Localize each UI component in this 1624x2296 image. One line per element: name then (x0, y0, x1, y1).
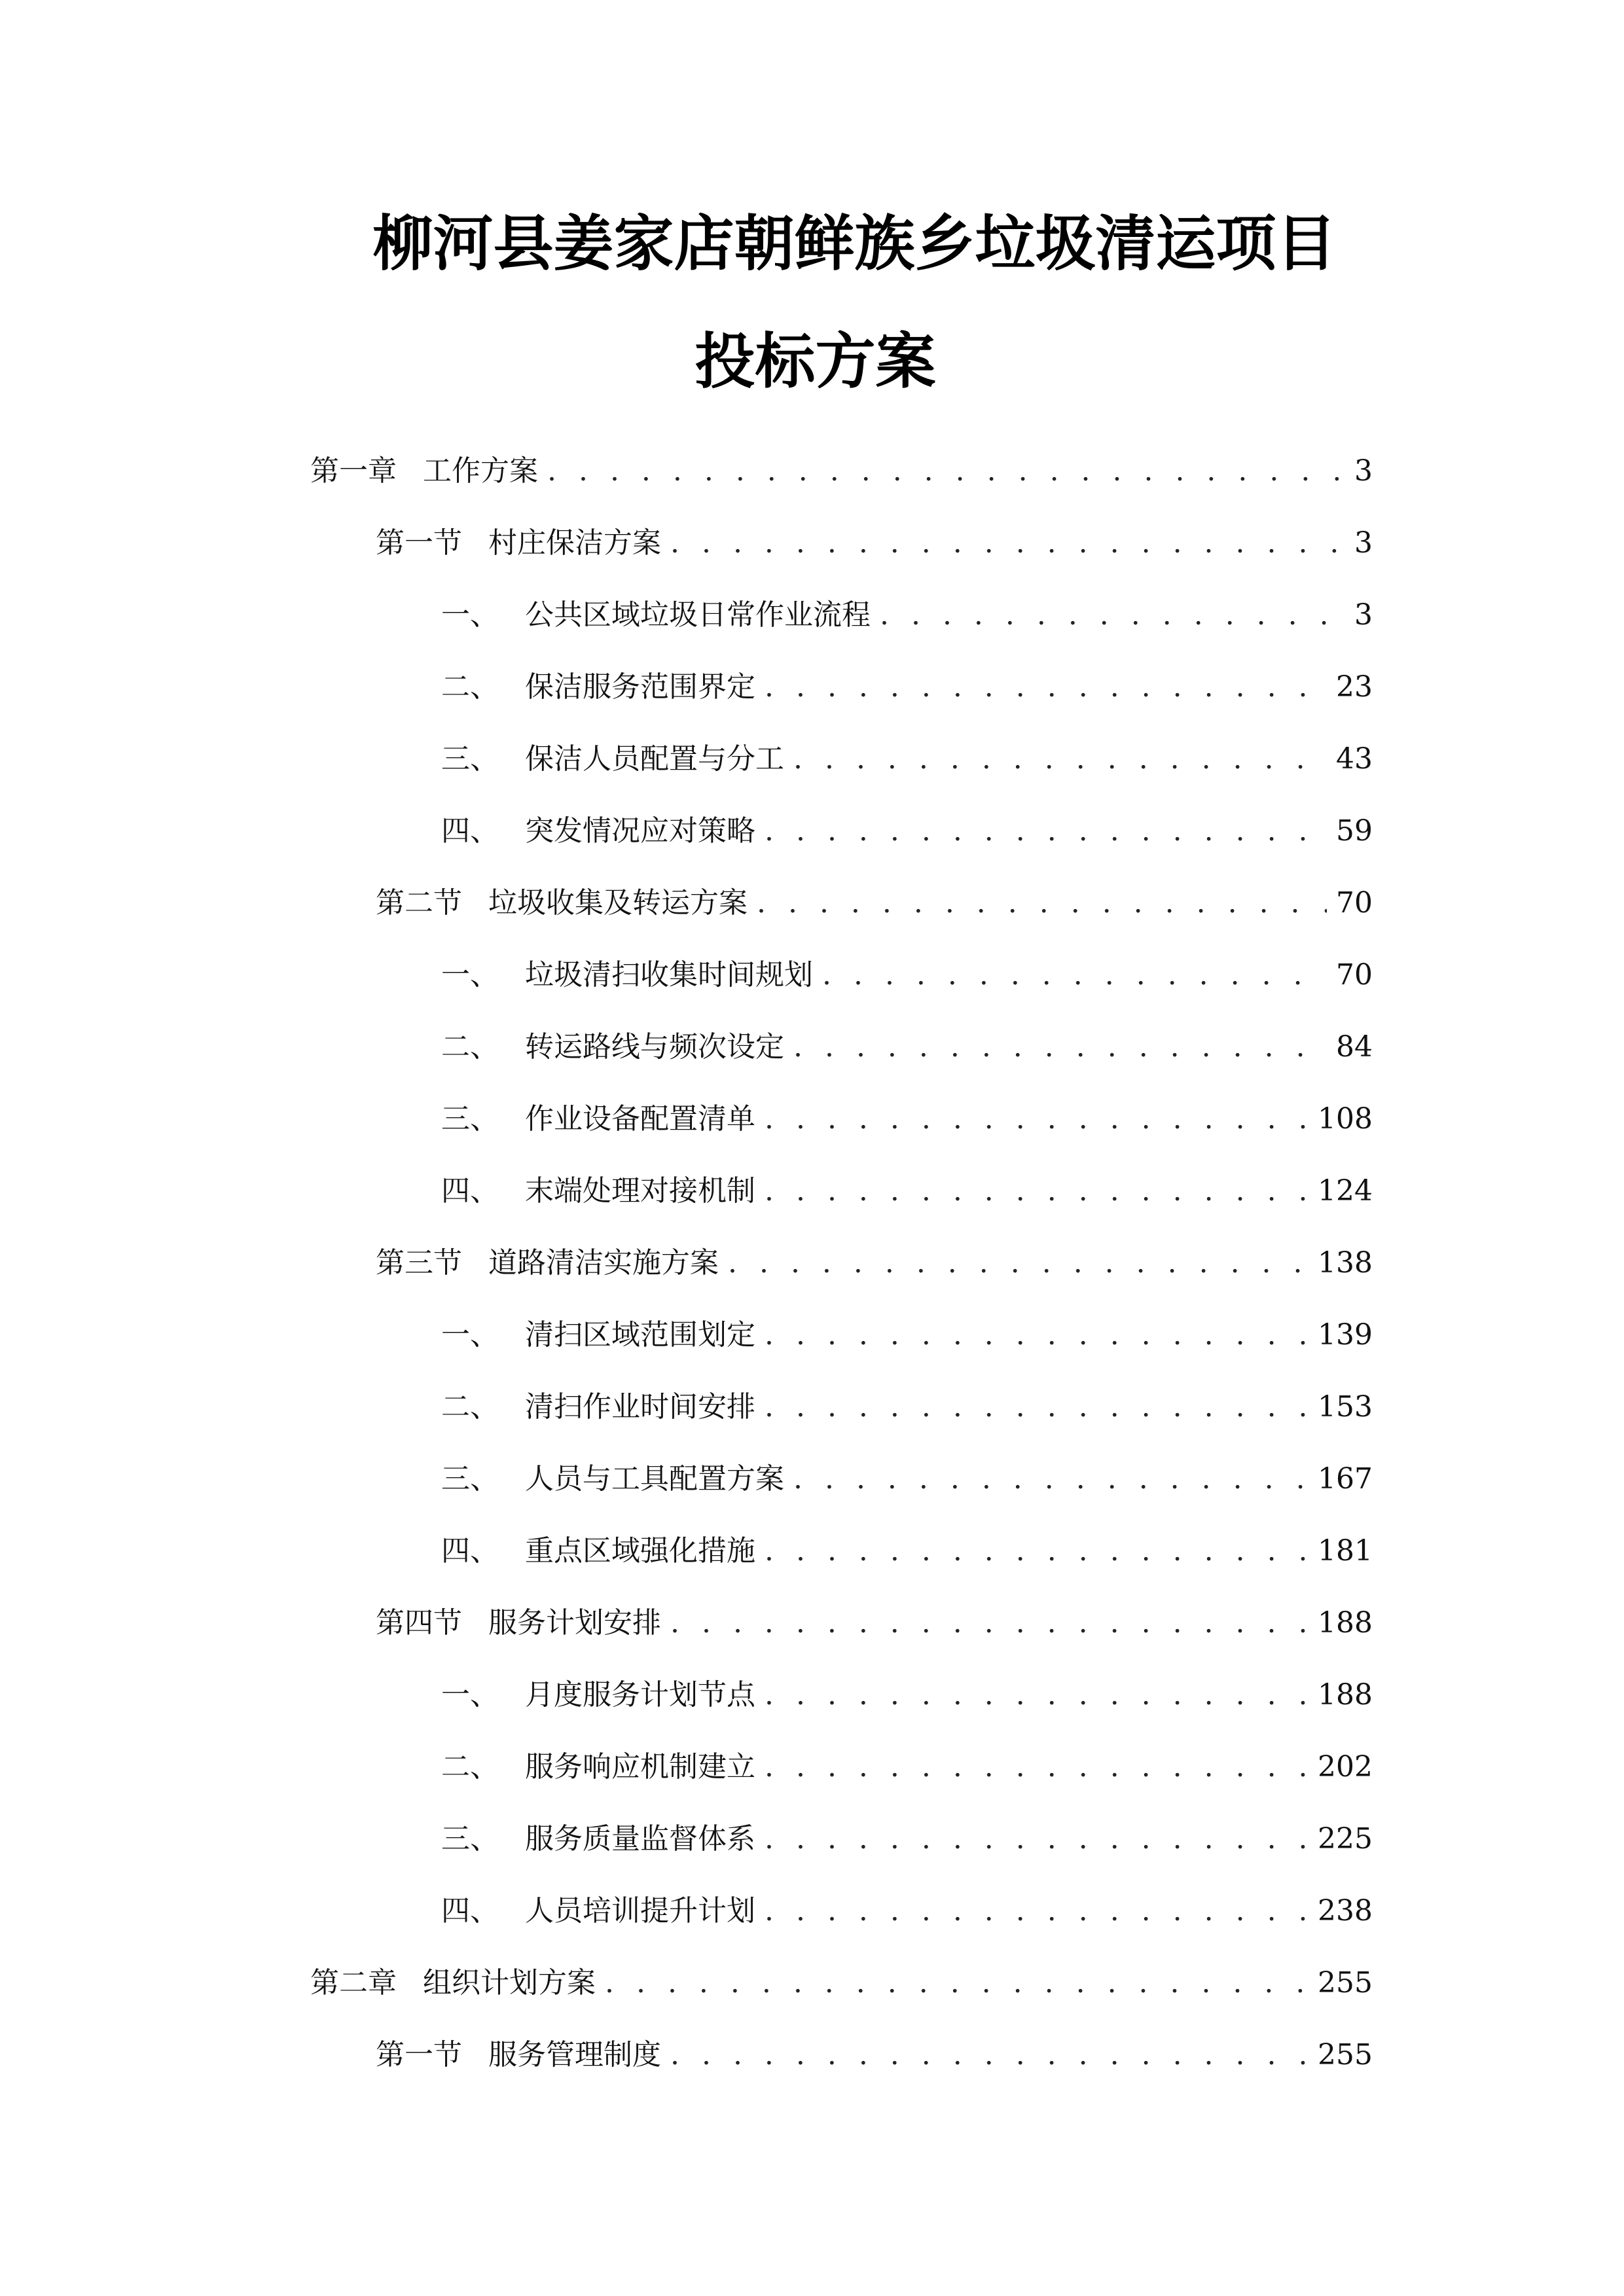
toc-entry-page-number: 3 (1354, 454, 1373, 488)
toc-entry-page-number: 70 (1336, 958, 1373, 992)
toc-entry[interactable] (441, 1172, 1373, 1211)
toc-entry-page-number: 23 (1336, 670, 1373, 704)
document-title-line-1: 柳河县姜家店朝鲜族乡垃圾清运项目 (372, 209, 1337, 279)
toc-entry-page-number: 3 (1354, 526, 1373, 560)
toc-entry[interactable] (441, 596, 1373, 635)
toc-entry[interactable] (441, 668, 1373, 707)
toc-entry[interactable] (376, 1244, 1373, 1283)
toc-dot-leader (765, 1892, 1308, 1931)
toc-dot-leader (880, 596, 1345, 635)
toc-entry-number: 四、 (441, 1534, 499, 1568)
toc-dot-leader (793, 1460, 1308, 1499)
toc-dot-leader (728, 1244, 1308, 1283)
toc-entry-page-number: 108 (1318, 1102, 1373, 1136)
toc-dot-leader (765, 1676, 1308, 1715)
toc-dot-leader (765, 1316, 1308, 1355)
toc-dot-leader (793, 740, 1327, 779)
toc-entry[interactable] (376, 884, 1373, 923)
toc-entry-page-number: 84 (1336, 1030, 1373, 1064)
toc-entry-number: 第二节 (376, 886, 462, 920)
toc-entry-number: 三、 (441, 1822, 499, 1856)
toc-entry-number: 四、 (441, 1174, 499, 1208)
toc-entry-title: 服务计划安排 (488, 1606, 661, 1640)
toc-entry-page-number: 138 (1318, 1246, 1373, 1280)
toc-dot-leader (765, 1388, 1308, 1427)
toc-entry-title: 服务管理制度 (488, 2038, 661, 2072)
toc-entry-title: 村庄保洁方案 (488, 526, 661, 560)
toc-entry[interactable] (310, 1964, 1373, 2003)
toc-entry-number: 第一节 (376, 526, 462, 560)
toc-entry-number: 二、 (441, 1030, 499, 1064)
toc-entry-title: 公共区域垃圾日常作业流程 (525, 598, 871, 632)
toc-entry-title: 突发情况应对策略 (525, 814, 755, 848)
toc-entry-title: 工作方案 (423, 454, 538, 488)
toc-entry-page-number: 153 (1318, 1390, 1373, 1424)
toc-entry[interactable] (441, 956, 1373, 995)
toc-entry-title: 转运路线与频次设定 (525, 1030, 784, 1064)
toc-entry[interactable] (376, 2036, 1373, 2075)
toc-entry-number: 一、 (441, 1318, 499, 1352)
toc-entry-page-number: 124 (1318, 1174, 1373, 1208)
toc-entry-number: 二、 (441, 670, 499, 704)
toc-entry-number: 三、 (441, 742, 499, 776)
toc-entry-title: 清扫区域范围划定 (525, 1318, 755, 1352)
toc-entry-title: 道路清洁实施方案 (488, 1246, 719, 1280)
toc-dot-leader (547, 452, 1345, 491)
toc-entry-title: 服务质量监督体系 (525, 1822, 755, 1856)
toc-dot-leader (670, 524, 1345, 563)
toc-entry-page-number: 139 (1318, 1318, 1373, 1352)
toc-dot-leader (605, 1964, 1308, 2003)
toc-entry-title: 组织计划方案 (423, 1966, 596, 2000)
toc-entry-page-number: 238 (1318, 1894, 1373, 1928)
toc-entry-number: 二、 (441, 1390, 499, 1424)
toc-entry-title: 保洁人员配置与分工 (525, 742, 784, 776)
toc-dot-leader (765, 1748, 1308, 1787)
toc-entry-number: 四、 (441, 814, 499, 848)
toc-entry-page-number: 225 (1318, 1822, 1373, 1856)
toc-entry-title: 人员与工具配置方案 (525, 1462, 784, 1496)
toc-entry-number: 三、 (441, 1102, 499, 1136)
toc-entry[interactable] (376, 1604, 1373, 1643)
toc-dot-leader (765, 1100, 1308, 1139)
toc-entry-page-number: 188 (1318, 1606, 1373, 1640)
toc-dot-leader (765, 1820, 1308, 1859)
toc-entry-number: 二、 (441, 1750, 499, 1784)
toc-entry-page-number: 255 (1318, 2038, 1373, 2072)
toc-entry-number: 一、 (441, 958, 499, 992)
toc-entry-title: 月度服务计划节点 (525, 1678, 755, 1712)
document-title-line-2: 投标方案 (695, 327, 936, 397)
toc-entry[interactable] (376, 524, 1373, 563)
toc-entry-title: 保洁服务范围界定 (525, 670, 755, 704)
toc-dot-leader (765, 1532, 1308, 1571)
toc-entry-page-number: 43 (1336, 742, 1373, 776)
toc-dot-leader (765, 812, 1327, 851)
toc-entry[interactable] (441, 812, 1373, 851)
toc-entry-title: 末端处理对接机制 (525, 1174, 755, 1208)
toc-dot-leader (670, 1604, 1308, 1643)
toc-entry-title: 作业设备配置清单 (525, 1102, 755, 1136)
toc-entry-title: 垃圾收集及转运方案 (488, 886, 748, 920)
toc-entry-number: 第一节 (376, 2038, 462, 2072)
toc-entry[interactable] (441, 1316, 1373, 1355)
toc-entry-page-number: 167 (1318, 1462, 1373, 1496)
toc-dot-leader (757, 884, 1327, 923)
toc-entry-number: 第二章 (310, 1966, 397, 2000)
toc-entry[interactable] (441, 1532, 1373, 1571)
toc-entry-number: 第四节 (376, 1606, 462, 1640)
toc-entry-page-number: 3 (1354, 598, 1373, 632)
toc-entry-page-number: 188 (1318, 1678, 1373, 1712)
toc-entry-title: 垃圾清扫收集时间规划 (525, 958, 813, 992)
toc-entry-page-number: 255 (1318, 1966, 1373, 2000)
toc-entry[interactable] (441, 1460, 1373, 1499)
toc-entry[interactable] (441, 740, 1373, 779)
toc-entry-number: 一、 (441, 598, 499, 632)
toc-entry-number: 第一章 (310, 454, 397, 488)
toc-entry-number: 三、 (441, 1462, 499, 1496)
toc-entry-page-number: 181 (1318, 1534, 1373, 1568)
toc-entry[interactable] (441, 1820, 1373, 1859)
toc-entry-page-number: 70 (1336, 886, 1373, 920)
toc-entry-title: 服务响应机制建立 (525, 1750, 755, 1784)
toc-entry-number: 四、 (441, 1894, 499, 1928)
toc-entry-title: 清扫作业时间安排 (525, 1390, 755, 1424)
toc-entry[interactable] (441, 1892, 1373, 1931)
toc-entry-page-number: 59 (1336, 814, 1373, 848)
toc-dot-leader (822, 956, 1327, 995)
toc-entry[interactable] (441, 1028, 1373, 1067)
toc-entry[interactable] (441, 1676, 1373, 1715)
toc-dot-leader (670, 2036, 1308, 2075)
toc-dot-leader (765, 668, 1327, 707)
toc-entry-title: 人员培训提升计划 (525, 1894, 755, 1928)
toc-dot-leader (765, 1172, 1308, 1211)
toc-entry[interactable] (310, 452, 1373, 491)
toc-entry[interactable] (441, 1100, 1373, 1139)
toc-entry-title: 重点区域强化措施 (525, 1534, 755, 1568)
toc-entry-number: 第三节 (376, 1246, 462, 1280)
toc-entry[interactable] (441, 1748, 1373, 1787)
toc-entry-page-number: 202 (1318, 1750, 1373, 1784)
toc-entry[interactable] (441, 1388, 1373, 1427)
toc-entry-number: 一、 (441, 1678, 499, 1712)
toc-dot-leader (793, 1028, 1327, 1067)
